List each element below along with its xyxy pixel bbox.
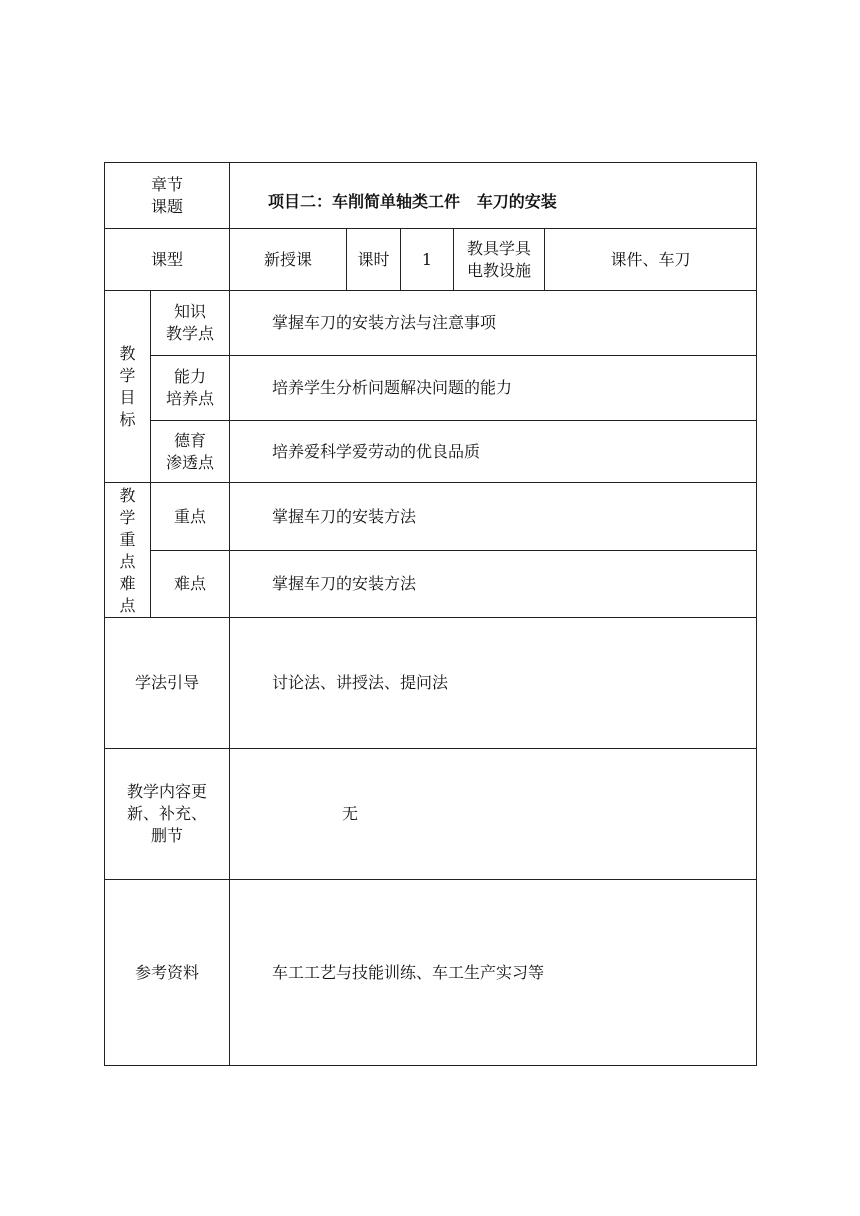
goal-label-line2: 教学点	[166, 324, 215, 343]
goal-label-line1: 德育	[174, 430, 207, 450]
goal-content: 培养学生分析问题解决问题的能力	[230, 356, 757, 421]
goal-row-ability	[105, 356, 757, 421]
method-label: 学法引导	[105, 618, 230, 749]
keypoints-group-char: 点	[119, 552, 136, 571]
tools-label-line2: 电教设施	[467, 260, 532, 280]
goals-group-char: 学	[119, 365, 136, 385]
goal-label-line2: 渗透点	[166, 452, 215, 472]
keypoints-group-char: 难	[119, 574, 136, 593]
goal-label-cell	[151, 291, 230, 356]
keypoint-row-difficulty	[105, 551, 757, 618]
chapter-label-cell	[105, 163, 230, 229]
goal-row-moral	[105, 421, 757, 483]
chapter-label: 章节	[151, 174, 184, 194]
method-content: 讨论法、讲授法、提问法	[230, 618, 757, 749]
tools-label-line1: 教具学具	[467, 238, 532, 258]
keypoints-group-label	[105, 483, 151, 618]
update-content: 无	[230, 749, 757, 880]
goals-group-label	[105, 291, 151, 483]
lesson-title: 项目二：车削简单轴类工件 车刀的安装	[268, 191, 557, 211]
update-label: 教学内容更新、补充、删节	[126, 782, 207, 845]
reference-content: 车工工艺与技能训练、车工生产实习等	[230, 880, 757, 1066]
goal-label-line1: 知识	[174, 302, 207, 321]
goal-content: 培养爱科学爱劳动的优良品质	[230, 421, 757, 483]
keypoint-content: 掌握车刀的安装方法	[230, 551, 757, 618]
update-row	[105, 749, 757, 880]
type-label: 课型	[105, 229, 230, 291]
goals-group-char: 目	[119, 387, 136, 407]
tools-label-cell	[454, 229, 545, 291]
method-row	[105, 618, 757, 749]
keypoints-group-char: 教	[119, 486, 136, 505]
hours-label: 课时	[347, 229, 401, 291]
info-row	[105, 229, 757, 291]
reference-row	[105, 880, 757, 1066]
goal-label-cell	[151, 421, 230, 483]
topic-label: 课题	[151, 196, 184, 216]
goal-label-line1: 能力	[174, 367, 207, 386]
keypoints-group-char: 重	[119, 530, 136, 549]
goal-row-knowledge	[105, 291, 757, 356]
title-cell	[230, 163, 757, 229]
goal-label-cell	[151, 356, 230, 421]
goal-content: 掌握车刀的安装方法与注意事项	[230, 291, 757, 356]
keypoint-label: 难点	[151, 551, 230, 618]
update-label-cell	[105, 749, 230, 880]
goal-label-line2: 培养点	[166, 389, 215, 408]
hours-value: 1	[401, 229, 454, 291]
keypoint-label: 重点	[151, 483, 230, 551]
reference-label: 参考资料	[105, 880, 230, 1066]
lesson-plan-table	[104, 162, 757, 1066]
tools-value: 课件、车刀	[545, 229, 757, 291]
keypoints-group-char: 学	[119, 508, 136, 527]
goals-group-char: 教	[119, 343, 136, 363]
keypoint-row-focus	[105, 483, 757, 551]
goals-group-char: 标	[119, 409, 136, 429]
type-value: 新授课	[230, 229, 347, 291]
keypoint-content: 掌握车刀的安装方法	[230, 483, 757, 551]
title-row	[105, 163, 757, 229]
keypoints-group-char: 点	[119, 596, 136, 615]
